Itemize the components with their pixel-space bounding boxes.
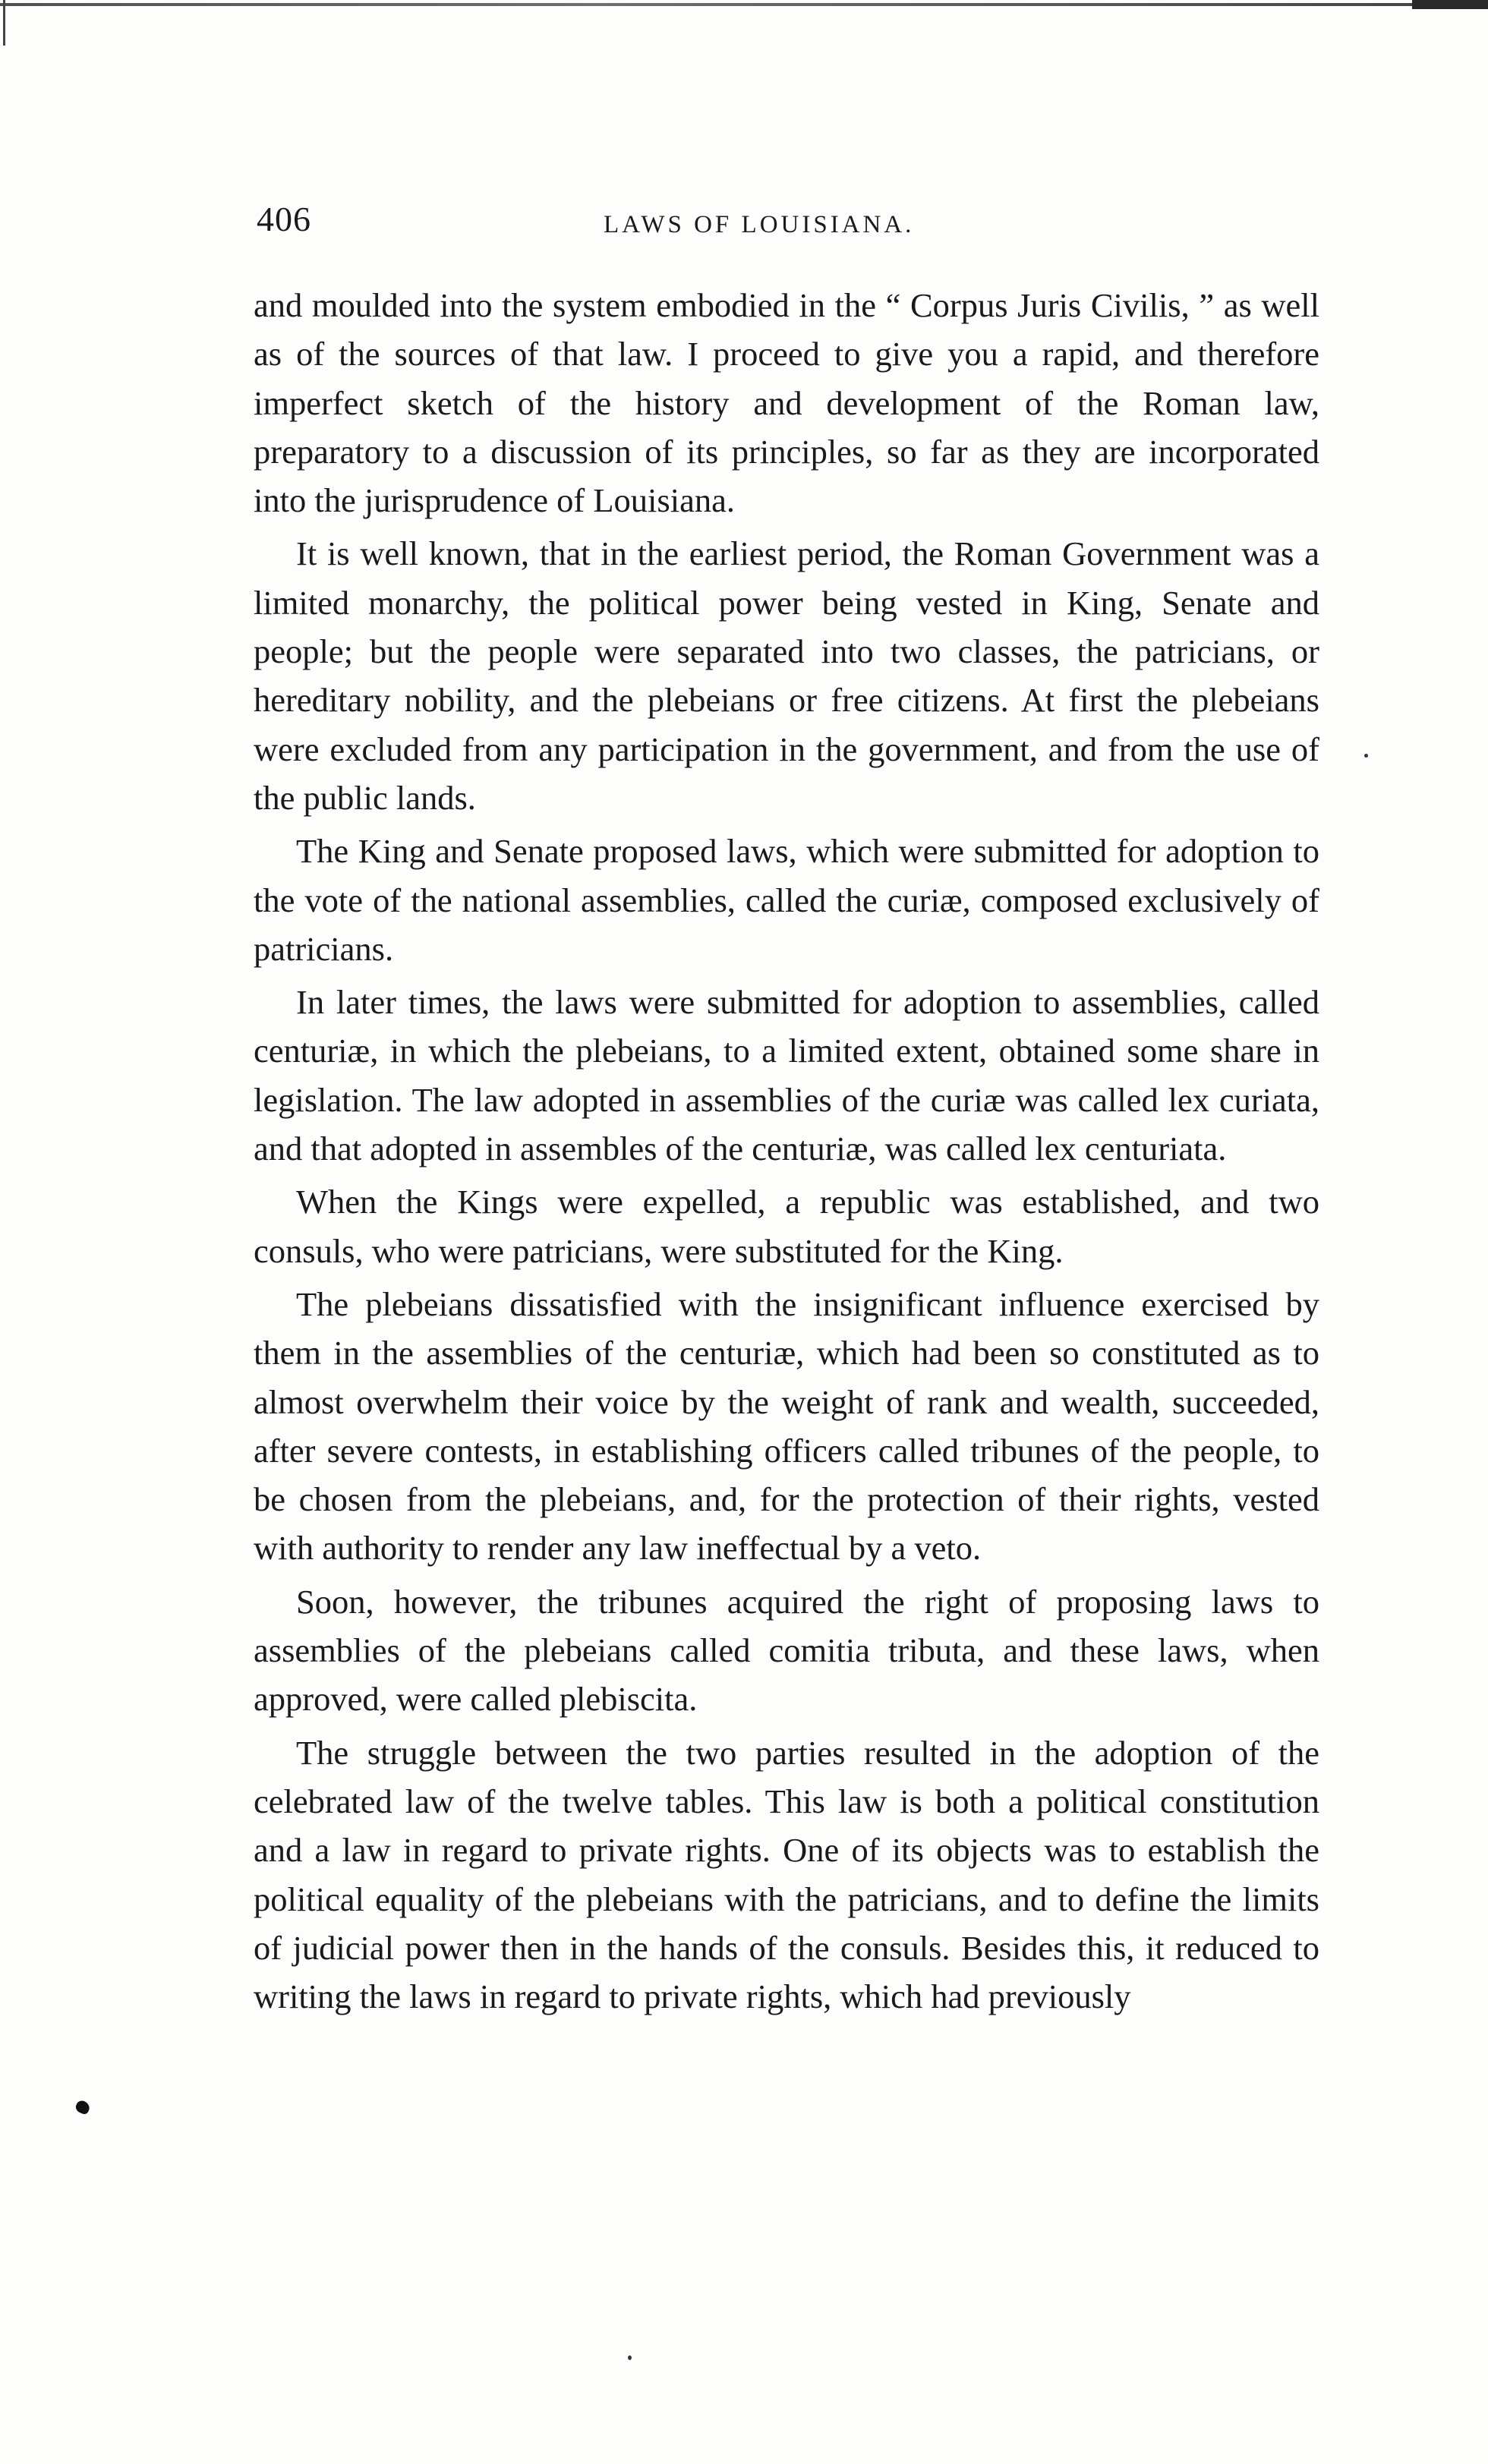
paragraph: The King and Senate proposed laws, which were submitted for adoption to the vote of the national assemblies, called the curiæ, composed exclusively of patricians. xyxy=(254,832,1319,968)
top-page-edge-rule xyxy=(0,3,1488,6)
paragraph: When the Kings were expelled, a republic was established, and two consuls, who were patricians, were substituted for the King. xyxy=(254,1183,1319,1270)
paragraph: The plebeians dissatisfied with the insignificant influence exercised by them in the assemblies of the centuriæ, which had been so constituted as to almost overwhelm their voice by the weight of rank and wealth, succeeded, after severe contests, in establishing officers called tribunes of the people, to be chosen from the plebeians, and, for the protection of their rights, vested with authority to render any law ineffectual by a veto. xyxy=(254,1284,1319,1568)
ink-speck xyxy=(628,2355,632,2360)
ink-blot xyxy=(74,2099,91,2116)
paragraph: The struggle between the two parties resulted in the adoption of the celebrated law of the twelve tables. This law is both a political constitution and a law in regard to private rights. One of its objects was to establish the political equality of the plebeians with the patricians, and to define the limits of judicial power then in the hands of the consuls. Besides this, it reduced to writing the laws in regard to private rights, which had previously xyxy=(254,1733,1319,2016)
top-corner-shadow xyxy=(1412,0,1488,9)
paragraph: In later times, the laws were submitted for adoption to assemblies, called centuriæ, in which the plebeians, to a limited extent, obtained some share in legislation. The law adopted in assemblies of the curiæ was called lex curiata, and that adopted in assembles of the centuriæ, was called lex centuriata. xyxy=(254,983,1319,1168)
left-edge-mark xyxy=(3,0,5,46)
ink-speck xyxy=(1364,754,1368,758)
page-number: 406 xyxy=(257,200,311,238)
paragraph-continuation: and moulded into the system embodied in the “ Corpus Juris Civilis, ” as well as of the sources of that law. I proceed to give you a rapid, and therefore imperfect sketch of the history and development of the Roman law, preparatory to a discussion of its principles, so far as they are incorporated into the jurisprudence of Louisiana. xyxy=(254,286,1319,520)
paragraph: Soon, however, the tribunes acquired the right of proposing laws to assemblies of the plebeians called comitia tributa, and these laws, when approved, were called plebiscita. xyxy=(254,1582,1319,1719)
running-head: LAWS OF LOUISIANA. xyxy=(604,211,915,238)
body-text xyxy=(254,281,1319,2021)
paragraph: It is well known, that in the earliest period, the Roman Government was a limited monarchy, the political power being vested in King, Senate and people; but the people were separated into two classes, the patricians, or hereditary nobility, and the plebeians or free citizens. At first the plebeians were excluded from any participation in the government, and from the use of the public lands. xyxy=(254,534,1319,817)
